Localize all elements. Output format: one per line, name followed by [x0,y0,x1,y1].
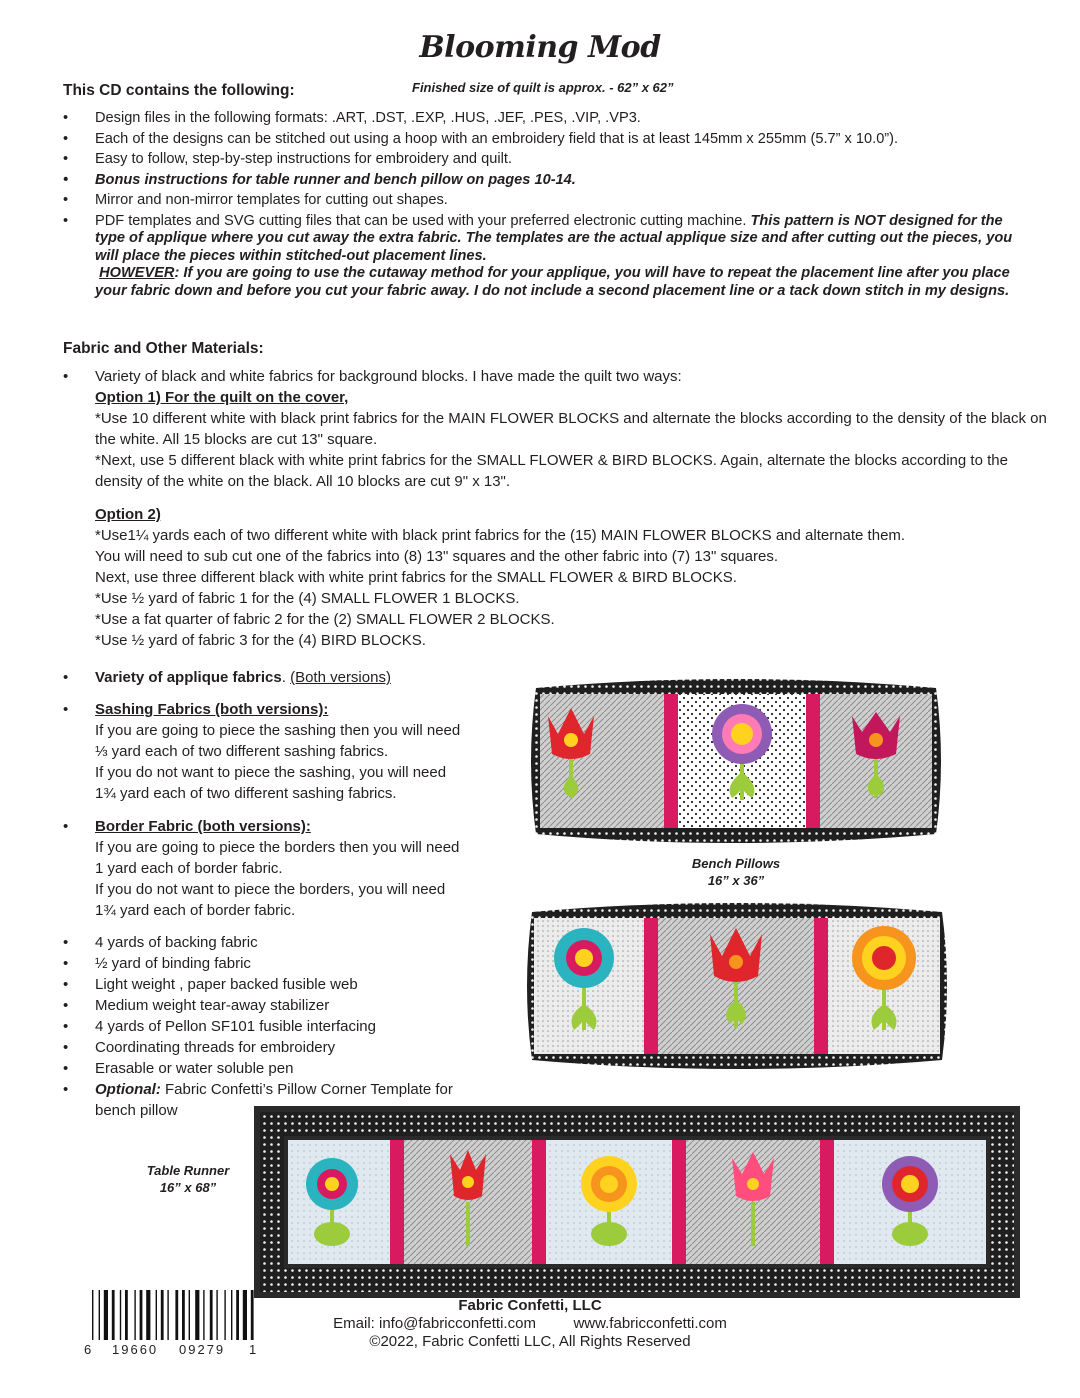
barcode-digits: 19660 [112,1342,159,1357]
list-item [63,172,1023,190]
border-line: If you are going to piece the borders then you will need [95,839,460,856]
option2-line: You will need to sub cut one of the fabrics into (8) 13" squares and the other fabric into (7) 13" squares. [95,548,778,565]
runner-caption-size: 16” x 68” [159,1180,217,1195]
sashing-label: Sashing Fabrics (both versions): [95,701,329,718]
barcode-digit: 6 [84,1342,92,1357]
list-item-text: Each of the designs can be stitched out using a hoop with an embroidery field that is at least 145mm x 255mm (5.7” x 10.0”). [95,130,899,147]
option2-line: Next, use three different black with white print fabrics for the SMALL FLOWER & BIRD BLOCKS. [95,569,737,586]
barcode-digits: 09279 [179,1342,226,1357]
background-intro: Variety of black and white fabrics for background blocks. I have made the quilt two ways: [95,368,682,385]
sashing-line: If you do not want to piece the sashing, you will need [95,764,447,781]
list-item-text: Easy to follow, step-by-step instructions for embroidery and quilt. [95,151,512,167]
option2-label: Option 2) [95,506,161,523]
table-runner-image [254,1106,1020,1298]
barcode-bars [84,1290,258,1340]
border-line: 1¾ yard each of border fabric. [95,902,296,919]
option2-line: *Use ½ yard of fabric 3 for the (4) BIRD BLOCKS. [95,632,426,649]
option2-line: *Use ½ yard of fabric 1 for the (4) SMALL FLOWER 1 BLOCKS. [95,590,520,607]
applique-fabrics-item: • Variety of applique fabrics. (Both versions) [63,669,391,686]
list-item-text: Design files in the following formats: .ART, .DST, .EXP, .HUS, .JEF, .PES, .VIP, .VP3. [95,110,641,126]
cutaway-note: This pattern is NOT designed for the type of applique where you cut away the extra fabric. The templates are the actual applique size and after cutting out the pieces, you will place the pieces within stitched-out placement lines. [95,212,1013,264]
company-name: Fabric Confetti, LLC [458,1297,602,1314]
border-label: Border Fabric (both versions): [95,818,311,835]
applique-label: Variety of applique fabrics [95,669,282,686]
contents-heading: This CD contains the following: [63,82,295,99]
materials-heading: Fabric and Other Materials: [63,340,264,357]
list-item: • Medium weight tear-away stabilizer [63,995,483,1016]
background-fabrics-item: • Variety of black and white fabrics for background blocks. I have made the quilt two ways: Option 1) For the quilt on the cover, *Use 10 different white with black print fabrics for the MAIN FLOWER BLOCKS and alternate the blocks according to the density of the black on the white. All 15 blocks are cut 13" square. *Next, use 5 different black with white print fabrics for the SMALL FLOWER & BIRD BLOCKS. Again, alternate the blocks according to the density of the white on the black. All 10 blocks are cut 9" x 13". Option 2) *Use1¼ yards each of two different white with black print fabrics for the (15) MAIN FLOWER BLOCKS and alternate them. You will need to sub cut one of the fabrics into (8) 13" squares and the other fabric into (7) 13" squares. Next, use three different black with white print fabrics for the SMALL FLOWER & BIRD BLOCKS. *Use ½ yard of fabric 1 for the (4) SMALL FLOWER 1 BLOCKS. *Use a fat quarter of fabric 2 for the (2) SMALL FLOWER 2 BLOCKS. *Use ½ yard of fabric 3 for the (4) BIRD BLOCKS. [95,366,1055,651]
list-item [63,151,1023,169]
list-item [63,192,1023,210]
bench-pillow-top-image [526,676,946,846]
option1-line: *Use 10 different white with black print fabrics for the MAIN FLOWER BLOCKS and alternate the blocks according to the density of the black on the white. All 15 blocks are cut 13" square. [95,410,1047,448]
sashing-line: 1¾ yard each of two different sashing fabrics. [95,785,397,802]
table-runner-caption [128,1162,248,1196]
runner-caption-title: Table Runner [146,1163,230,1178]
contact-line [300,1315,760,1333]
list-item: • ½ yard of binding fabric [63,953,483,974]
list-item: • 4 yards of Pellon SF101 fusible interfacing [63,1016,483,1037]
border-fabric-item: • Border Fabric (both versions): If you are going to piece the borders then you will need 1 yard each of border fabric. If you do not want to piece the borders, you will need 1¾ yard each of border fabric. [95,816,515,921]
list-item: • Erasable or water soluble pen [63,1058,483,1079]
however-label: HOWEVER [99,265,175,281]
bench-caption-size: 16” x 36” [707,873,765,888]
option2-line: *Use a fat quarter of fabric 2 for the (2) SMALL FLOWER 2 BLOCKS. [95,611,555,628]
cd-contents-list [63,110,1023,303]
list-item: • Coordinating threads for embroidery [63,1037,483,1058]
email-link[interactable]: Email: info@fabricconfetti.com [333,1315,536,1332]
sashing-line: If you are going to piece the sashing then you will need [95,722,461,739]
bench-pillow-bottom-image [522,900,952,1072]
page-title: Blooming Mod [419,30,661,65]
sashing-fabrics-item: • Sashing Fabrics (both versions): If you are going to piece the sashing then you will need ⅓ yard each of two different sashing fabrics. If you do not want to piece the sashing, you will need 1¾ yard each of two different sashing fabrics. [95,699,515,804]
applique-note: (Both versions) [290,669,391,686]
finished-size-subtitle: Finished size of quilt is approx. - 62” x 62” [412,80,674,95]
option1-label: Option 1) For the quilt on the cover, [95,389,349,406]
optional-label: Optional: [95,1081,161,1098]
however-text: : If you are going to use the cutaway method for your applique, you will have to repeat the placement line after you place your fabric down and before you cut your fabric away. I do not include a second placement line or a tack down stitch in my designs. [95,265,1010,299]
list-item-text: Mirror and non-mirror templates for cutting out shapes. [95,192,448,208]
supplies-list [63,932,483,1121]
bench-caption-title: Bench Pillows [691,856,781,871]
list-item [63,131,1023,149]
option1-line: *Next, use 5 different black with white print fabrics for the SMALL FLOWER & BIRD BLOCKS. Again, alternate the blocks according to the density of the white on the black. All 10 blocks are cut 9" x 13". [95,452,1008,490]
optional-text: Fabric Confetti’s Pillow Corner Template for bench pillow [95,1081,453,1119]
border-line: 1 yard each of border fabric. [95,860,283,877]
list-item: • 4 yards of backing fabric [63,932,483,953]
list-item-text: Bonus instructions for table runner and bench pillow on pages 10-14. [95,171,576,188]
sashing-line: ⅓ yard each of two different sashing fabrics. [95,743,389,760]
border-line: If you do not want to piece the borders, you will need [95,881,446,898]
list-item-text: PDF templates and SVG cutting files that can be used with your preferred electronic cutting machine. [95,212,751,229]
barcode-digit: 1 [249,1342,257,1357]
footer [300,1297,760,1351]
list-item [63,213,1023,301]
applique-suffix: . [281,669,291,686]
website-link[interactable]: www.fabricconfetti.com [573,1315,727,1332]
option2-line: *Use1¼ yards each of two different white with black print fabrics for the (15) MAIN FLOWER BLOCKS and alternate them. [95,527,906,544]
list-item: • Light weight , paper backed fusible web [63,974,483,995]
bench-pillows-caption [676,855,796,889]
barcode [84,1290,258,1358]
copyright: ©2022, Fabric Confetti LLC, All Rights Reserved [369,1333,691,1350]
list-item [63,110,1023,128]
